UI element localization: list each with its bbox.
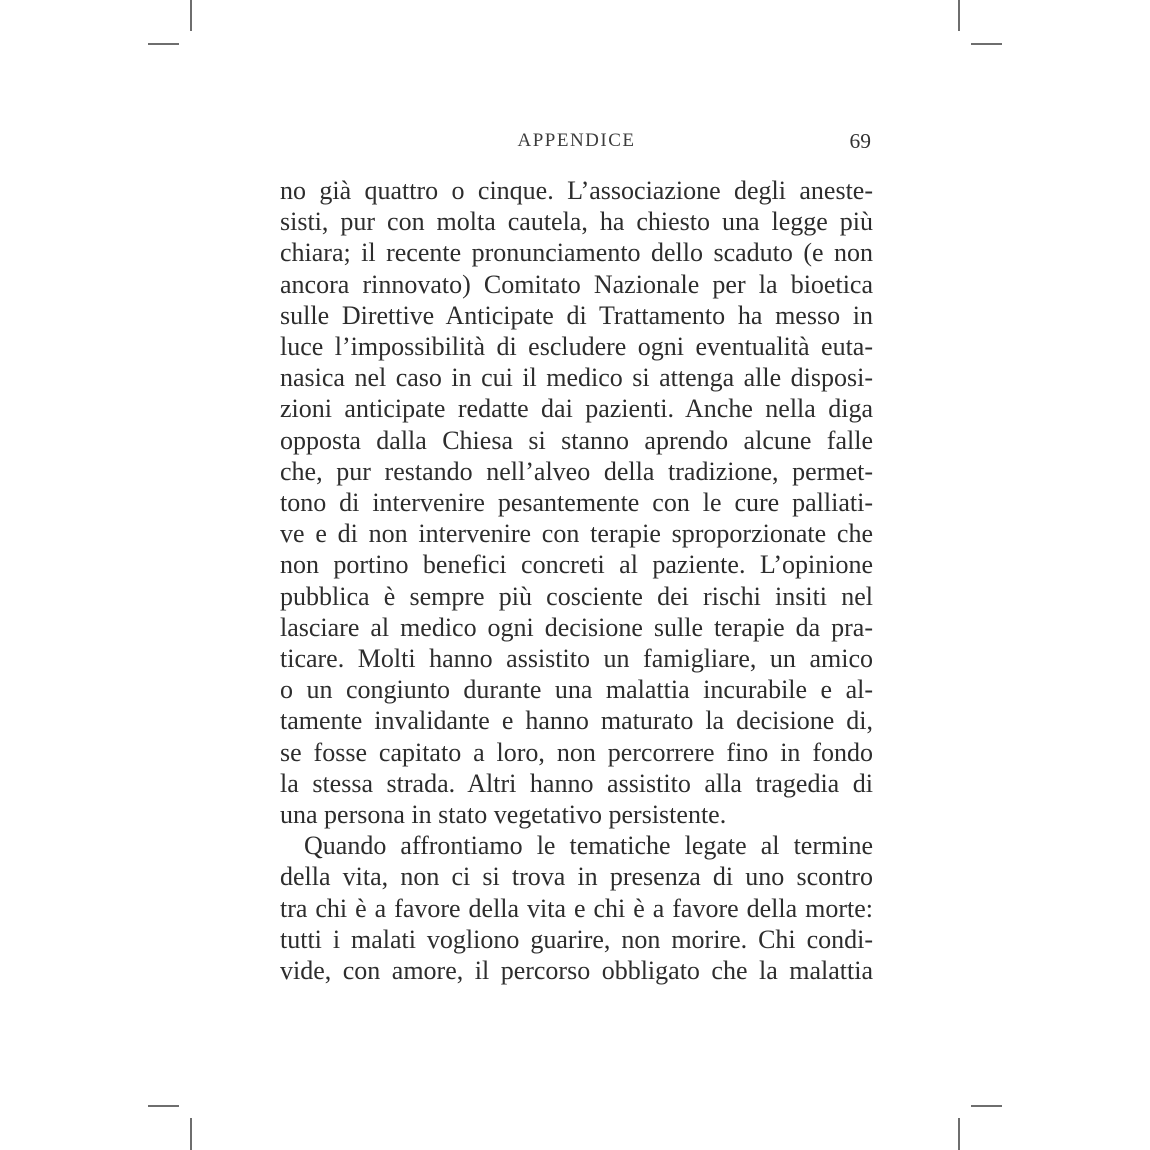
crop-mark-top-right-vertical [958,0,960,31]
page-body-text [280,175,873,986]
body-line: ticare. Molti hanno assistito un famigliare, un amico [280,644,873,674]
body-line: la stessa strada. Altri hanno assistito alla tragedia di [280,768,873,798]
body-line: una persona in stato vegetativo persistente. [280,800,727,830]
body-line: lasciare al medico ogni decisione sulle terapie da pra- [280,612,873,642]
body-line: opposta dalla Chiesa si stanno aprendo alcune falle [280,425,873,455]
running-head [280,128,873,154]
body-line: se fosse capitato a loro, non percorrere fino in fondo [280,737,873,767]
body-line: ancora rinnovato) Comitato Nazionale per la bioetica [280,269,873,299]
body-line: chiara; il recente pronunciamento dello scaduto (e non [280,238,873,268]
body-line: zioni anticipate redatte dai pazienti. Anche nella diga [280,394,873,424]
page-number: 69 [849,129,871,153]
body-line: non portino benefici concreti al paziente. L’opinione [280,550,873,580]
body-line: che, pur restando nell’alveo della tradizione, permet- [280,456,873,486]
body-line: sisti, pur con molta cautela, ha chiesto una legge più [280,207,873,237]
body-line: sulle Direttive Anticipate di Trattamento ha messo in [280,300,873,330]
crop-mark-bottom-left-vertical [190,1118,192,1150]
crop-mark-top-left-horizontal [148,43,179,45]
body-line: tutti i malati vogliono guarire, non morire. Chi condi- [280,924,873,954]
body-line: della vita, non ci si trova in presenza di uno scontro [280,862,873,892]
crop-mark-bottom-left-horizontal [148,1105,179,1107]
body-line: tono di intervenire pesantemente con le cure palliati- [280,488,873,518]
crop-mark-top-right-horizontal [971,43,1002,45]
body-line: ve e di non intervenire con terapie sproporzionate che [280,519,873,549]
crop-mark-bottom-right-vertical [958,1118,960,1150]
body-line: luce l’impossibilità di escludere ogni eventualità euta- [280,332,873,362]
section-title: APPENDICE [517,130,636,151]
crop-mark-bottom-right-horizontal [971,1105,1002,1107]
body-line: vide, con amore, il percorso obbligato che la malattia [280,956,873,986]
crop-mark-top-left-vertical [190,0,192,31]
body-line: tamente invalidante e hanno maturato la decisione di, [280,706,873,736]
body-line: nasica nel caso in cui il medico si attenga alle disposi- [280,363,873,393]
body-line: Quando affrontiamo le tematiche legate al termine [304,831,873,861]
body-line: o un congiunto durante una malattia incurabile e al- [280,675,873,705]
body-line: pubblica è sempre più cosciente dei rischi insiti nel [280,581,873,611]
body-line: tra chi è a favore della vita e chi è a favore della morte: [280,893,873,923]
body-line: no già quattro o cinque. L’associazione degli aneste- [280,176,873,205]
